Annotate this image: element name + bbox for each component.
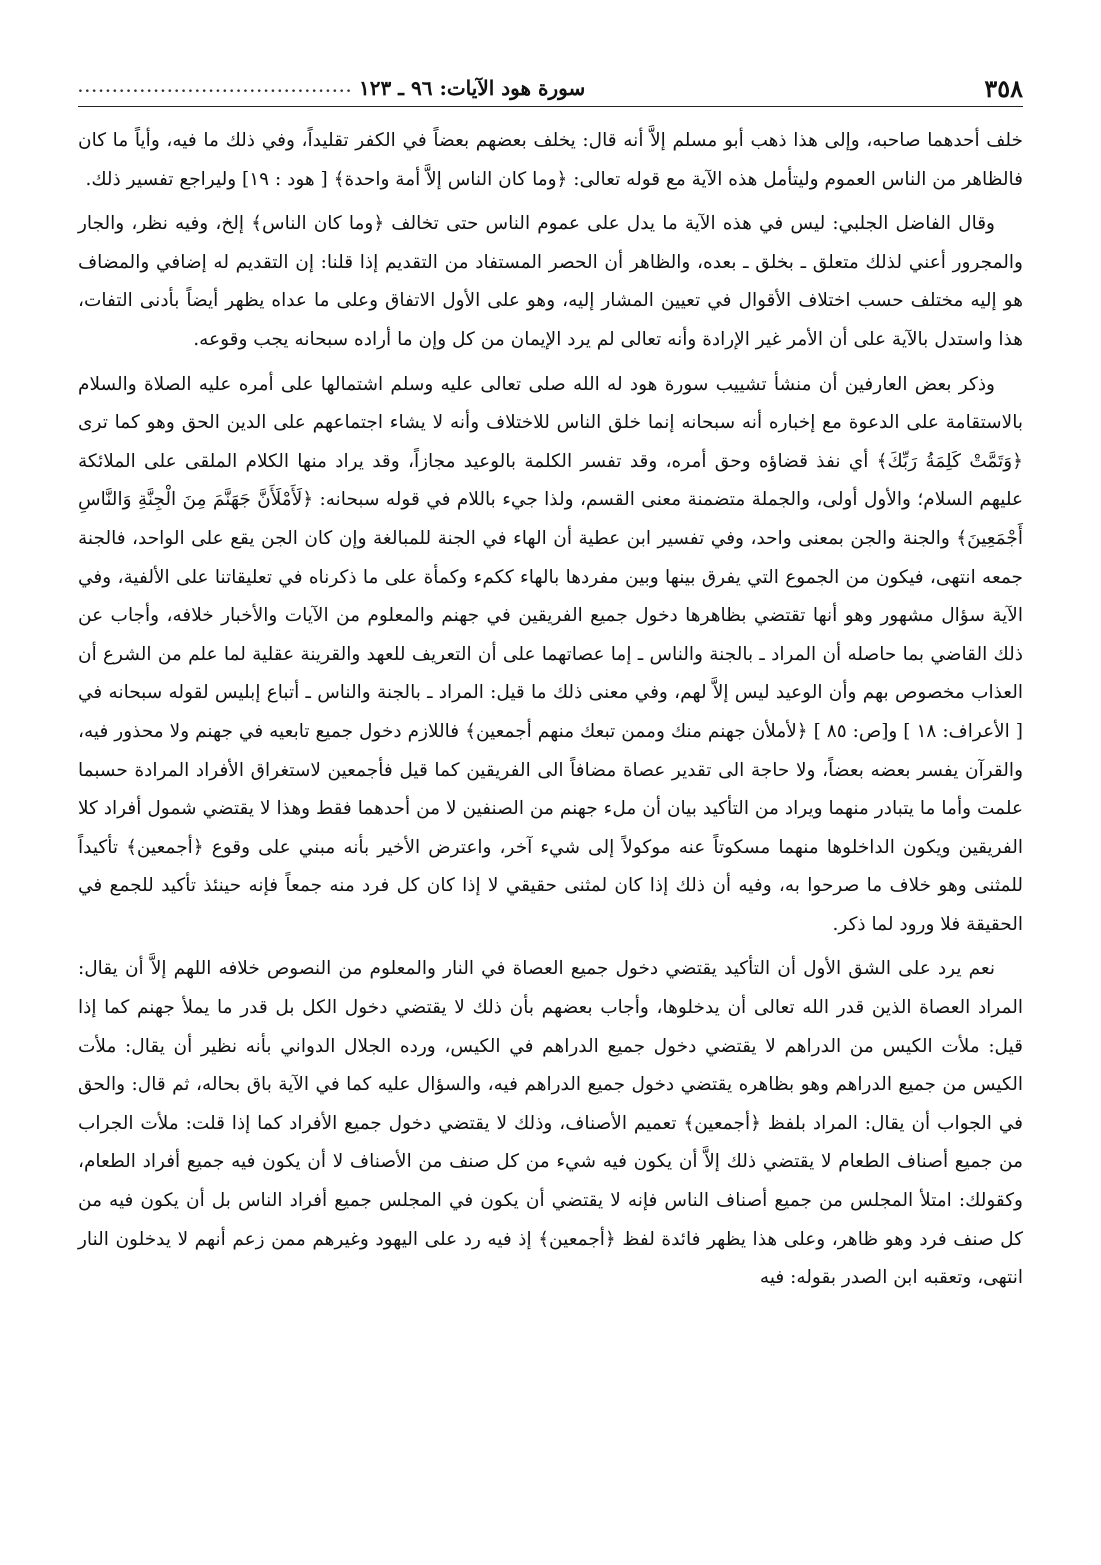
- paragraph-2: وقال الفاضل الجلبي: ليس في هذه الآية ما يدل على عموم الناس حتى تخالف ﴿وما كان الناس﴾ إلخ، وفيه نظر، والجار والمجرور أعني لذلك متعلق ـ بخلق ـ بعده، والظاهر أن الحصر المستفاد من التقديم إذا قلنا: إن التقديم له إضافي والمضاف هو إليه مختلف حسب اختلاف الأقوال في تعيين المشار إليه، وهو على الأول الاتفاق وعلى ما عداه يظهر أيضاً بأدنى التفات، هذا واستدل بالآية على أن الأمر غير الإرادة وأنه تعالى لم يرد الإيمان من كل وإن ما أراده سبحانه يجب وقوعه.: [78, 213, 1023, 350]
- paragraph-1: خلف أحدهما صاحبه، وإلى هذا ذهب أبو مسلم إلاَّ أنه قال: يخلف بعضهم بعضاً في الكفر تقليداً، وفي ذلك ما فيه، وأياً ما كان فالظاهر من الناس العموم وليتأمل هذه الآية مع قوله تعالى: ﴿وما كان الناس إلاَّ أمة واحدة﴾ [ هود : ١٩] وليراجع تفسير ذلك.: [78, 130, 1023, 190]
- page-header: [78, 70, 1023, 107]
- running-title: سورة هود الآيات: ٩٦ ـ ١٢٣: [358, 76, 586, 100]
- leader-dots: ........................................: [78, 80, 353, 96]
- paragraph-4: نعم يرد على الشق الأول أن التأكيد يقتضي دخول جميع العصاة في النار والمعلوم من النصوص خلافه اللهم إلاَّ أن يقال: المراد العصاة الذين قدر الله تعالى أن يدخلوها، وأجاب بعضهم بأن ذلك لا يقتضي دخول الكل بل قدر ما يملأ جهنم كما إذا قيل: ملأت الكيس من الدراهم لا يقتضي دخول جميع الدراهم في الكيس، ورده الجلال الدواني بأنه نظير أن يقال: ملأت الكيس من جميع الدراهم وهو بظاهره يقتضي دخول جميع الدراهم فيه، والسؤال عليه كما في الآية باق بحاله، ثم قال: والحق في الجواب أن يقال: المراد بلفظ ﴿أجمعين﴾ تعميم الأصناف، وذلك لا يقتضي دخول جميع الأفراد كما إذا قلت: ملأت الجراب من جميع أصناف الطعام لا يقتضي ذلك إلاَّ أن يكون فيه شيء من كل صنف من الأصناف لا أن يكون فيه جميع أفراد الطعام، وكقولك: امتلأ المجلس من جميع أصناف الناس فإنه لا يقتضي أن يكون في المجلس جميع أفراد الناس بل أن يكون فيه من كل صنف فرد وهو ظاهر، وعلى هذا يظهر فائدة لفظ ﴿أجمعين﴾ إذ فيه رد على اليهود وغيرهم ممن زعم أنهم لا يدخلون النار انتهى، وتعقبه ابن الصدر بقوله: فيه: [78, 958, 1023, 1289]
- paragraph-3: وذكر بعض العارفين أن منشأ تشييب سورة هود له الله صلى تعالى عليه وسلم اشتمالها على أمره عليه الصلاة والسلام بالاستقامة على الدعوة مع إخباره أنه سبحانه إنما خلق الناس للاختلاف وأنه لا يشاء اجتماعهم على الدين الحق وهو كما ترى ﴿وَتَمَّتْ كَلِمَةُ رَبِّكَ﴾ أي نفذ قضاؤه وحق أمره، وقد تفسر الكلمة بالوعيد مجازاً، وقد يراد منها الكلام الملقى على الملائكة عليهم السلام؛ والأول أولى، والجملة متضمنة معنى القسم، ولذا جيء باللام في قوله سبحانه: ﴿لَأَمْلَأَنَّ جَهَنَّمَ مِنَ الْجِنَّةِ وَالنَّاسِ أَجْمَعِينَ﴾ والجنة والجن بمعنى واحد، وفي تفسير ابن عطية أن الهاء في الجنة للمبالغة وإن كان الجن يقع على الواحد، فالجنة جمعه انتهى، فيكون من الجموع التي يفرق بينها وبين مفردها بالهاء ككمء وكمأة على ما ذكرناه في تعليقاتنا على الألفية، وفي الآية سؤال مشهور وهو أنها تقتضي بظاهرها دخول جميع الفريقين في جهنم والمعلوم من الآيات والأخبار خلافه، وأجاب عن ذلك القاضي بما حاصله أن المراد ـ بالجنة والناس ـ إما عصاتهما على أن التعريف للعهد والقرينة عقلية لما علم من الشرع أن العذاب مخصوص بهم وأن الوعيد ليس إلاَّ لهم، وفي معنى ذلك ما قيل: المراد ـ بالجنة والناس ـ أتباع إبليس لقوله سبحانه في [ الأعراف: ١٨ ] و[ص: ٨٥ ] ﴿لأملأن جهنم منك وممن تبعك منهم أجمعين﴾ فاللازم دخول جميع تابعيه في جهنم ولا محذور فيه، والقرآن يفسر بعضه بعضاً، ولا حاجة الى تقدير عصاة مضافاً الى الفريقين كما قيل فأجمعين لاستغراق الأفراد المرادة حسبما علمت وأما ما يتبادر منهما ويراد من التأكيد بيان أن ملء جهنم من الصنفين لا من أحدهما فقط وهذا لا يقتضي شمول أفراد كلا الفريقين ويكون الداخلوها منهما مسكوتاً عنه موكولاً إلى شيء آخر، واعترض الأخير بأنه مبني على وقوع ﴿أجمعين﴾ تأكيداً للمثنى وهو خلاف ما صرحوا به، وفيه أن ذلك إذا كان لمثنى حقيقي لا إذا كان كل فرد منه جمعاً فإنه حينئذ تأكيد للجمع في الحقيقة فلا ورود لما ذكر.: [78, 373, 1023, 935]
- running-title-group: [78, 76, 585, 100]
- page-body: [78, 122, 1023, 1535]
- page-number: ٣٥٨: [984, 73, 1023, 103]
